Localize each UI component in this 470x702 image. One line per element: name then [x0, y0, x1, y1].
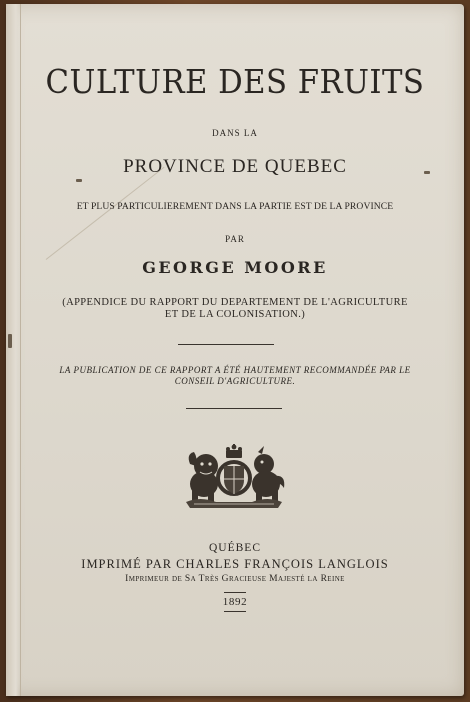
imprint-city: QUÉBEC	[209, 542, 261, 554]
author-name: GEORGE MOORE	[142, 258, 328, 277]
royal-coat-of-arms-icon	[180, 444, 288, 510]
recommend-line-2: CONSEIL D'AGRICULTURE.	[174, 376, 296, 386]
appendix-note	[6, 297, 464, 321]
recommendation-note	[6, 365, 464, 387]
province-title: PROVINCE DE QUEBEC	[123, 156, 347, 177]
ink-mark	[76, 179, 82, 182]
appendix-line-2: ET DE LA COLONISATION.)	[164, 309, 306, 320]
subtitle: ET PLUS PARTICULIEREMENT DANS LA PARTIE EST DE LA PROVINCE	[76, 201, 394, 212]
divider-rule	[178, 344, 274, 345]
appendix-line-1: (APPENDICE DU RAPPORT DU DEPARTEMENT DE L'AGRICULTURE	[62, 297, 408, 308]
year-rule-top	[224, 592, 246, 593]
spine-tear	[8, 334, 12, 348]
title-connector: DANS LA	[212, 128, 258, 138]
cover-spine-edge	[6, 4, 21, 696]
book-title: CULTURE DES FRUITS	[45, 62, 425, 101]
printer-name: IMPRIMÉ PAR CHARLES FRANÇOIS LANGLOIS	[81, 557, 389, 571]
divider-rule	[186, 408, 282, 409]
paper-crease	[46, 167, 165, 260]
printer-title: Imprimeur de Sa Très Gracieuse Majesté la Reine	[125, 574, 345, 584]
book-cover	[6, 4, 464, 696]
by-label: PAR	[225, 234, 245, 244]
publication-year: 1892	[222, 596, 248, 608]
year-rule-bottom	[224, 611, 246, 612]
recommend-line-1: LA PUBLICATION DE CE RAPPORT A ÉTÉ HAUTEMENT RECOMMANDÉE PAR LE	[59, 365, 411, 375]
